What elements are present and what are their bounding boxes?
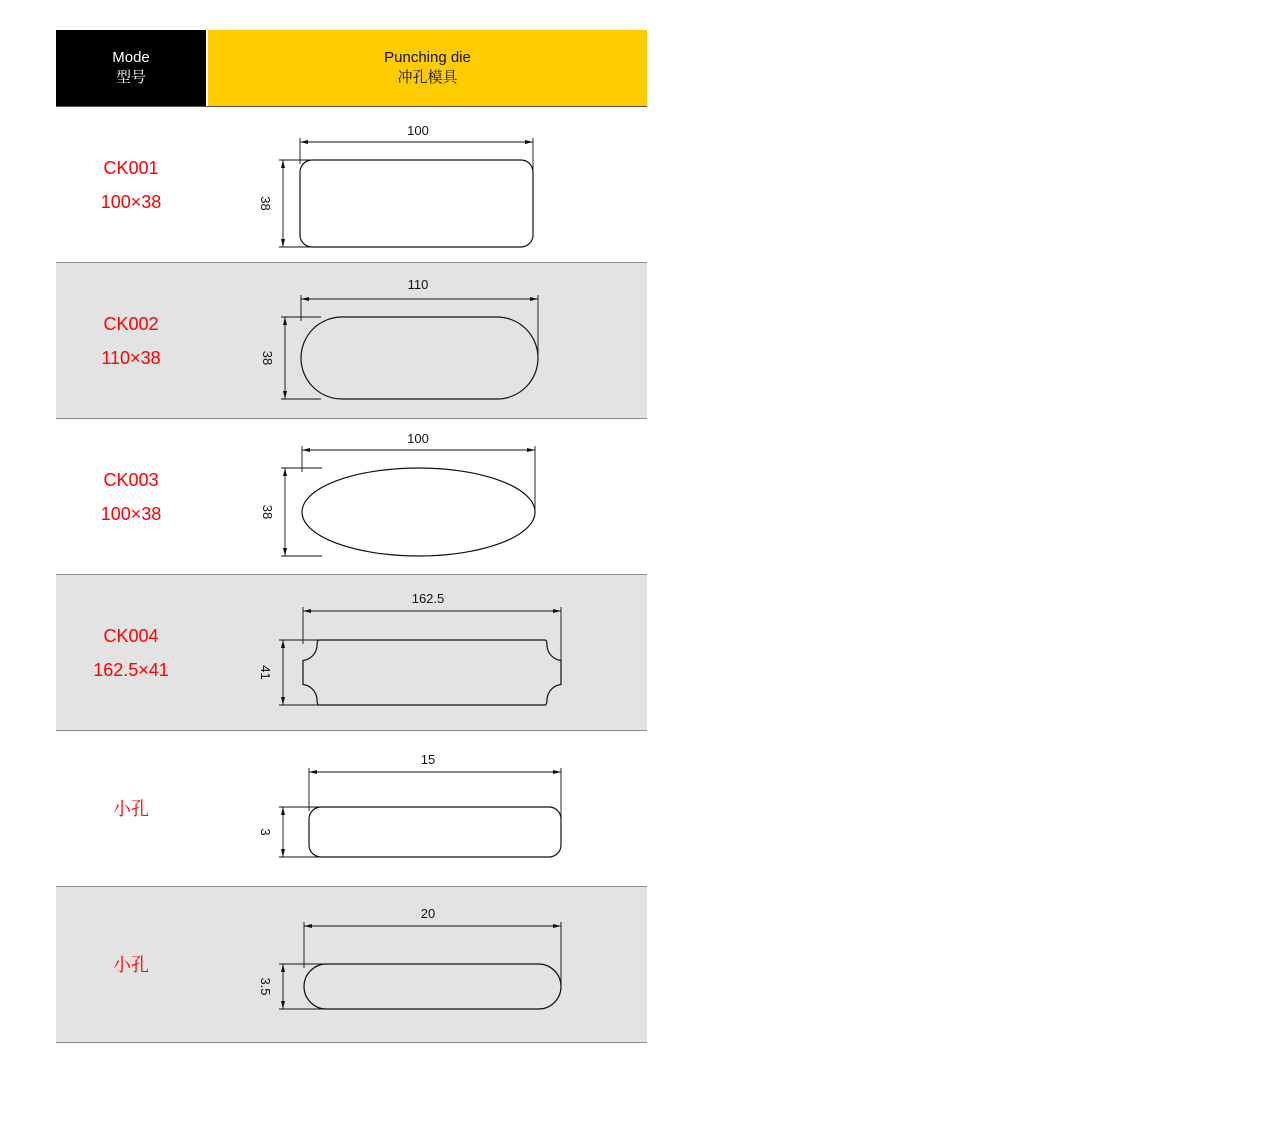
width-dimension xyxy=(303,591,561,673)
height-dimension xyxy=(258,640,323,705)
die-shape-outline xyxy=(300,160,533,247)
die-shape-outline xyxy=(304,964,561,1009)
die-drawing xyxy=(206,731,647,886)
width-dimension xyxy=(300,123,533,204)
model-code: CK004 xyxy=(103,625,159,646)
header-mode-cell xyxy=(56,30,206,106)
height-dimension xyxy=(258,160,320,247)
die-drawing-cell xyxy=(206,575,647,730)
die-shape-outline xyxy=(301,317,538,399)
table-row xyxy=(56,263,647,419)
table-body xyxy=(56,107,647,1043)
model-code: CK003 xyxy=(103,469,159,490)
model-code: CK002 xyxy=(103,313,159,334)
height-dimension xyxy=(260,317,321,399)
header-die-cell xyxy=(208,30,647,106)
die-drawing xyxy=(206,419,647,574)
height-label: 38 xyxy=(260,350,275,366)
height-dimension xyxy=(258,964,324,1009)
model-cell xyxy=(56,887,206,1042)
table-row xyxy=(56,887,647,1043)
height-label: 41 xyxy=(258,665,273,680)
width-dimension xyxy=(309,752,561,832)
die-drawing-cell xyxy=(206,887,647,1042)
width-label: 100 xyxy=(407,431,429,446)
model-cell xyxy=(56,263,206,418)
header-die-cn: 冲孔模具 xyxy=(397,69,458,86)
table-row xyxy=(56,575,647,731)
height-label: 3.5 xyxy=(258,977,273,996)
die-drawing xyxy=(206,887,647,1042)
height-label: 38 xyxy=(260,504,275,520)
die-shape-outline xyxy=(303,640,561,705)
width-dimension xyxy=(304,906,561,987)
width-label: 15 xyxy=(420,752,436,767)
table-row xyxy=(56,107,647,263)
die-drawing-cell xyxy=(206,731,647,886)
model-size: 100×38 xyxy=(100,191,162,212)
width-label: 20 xyxy=(420,906,436,921)
model-cell xyxy=(56,575,206,730)
table-header xyxy=(56,30,647,107)
model-code: 小孔 xyxy=(113,798,149,819)
height-dimension xyxy=(260,468,322,556)
die-drawing-cell xyxy=(206,263,647,418)
die-shape-outline xyxy=(309,807,561,857)
model-code: CK001 xyxy=(103,157,159,178)
die-drawing xyxy=(206,107,647,262)
header-mode-en: Mode xyxy=(112,49,150,66)
width-label: 100 xyxy=(407,123,429,138)
header-mode-cn: 型号 xyxy=(115,69,146,86)
die-shape-outline xyxy=(302,468,535,556)
model-code: 小孔 xyxy=(113,954,149,975)
height-dimension xyxy=(258,807,329,857)
model-cell xyxy=(56,419,206,574)
height-label: 3 xyxy=(258,828,273,836)
die-drawing xyxy=(206,263,647,418)
width-label: 162.5 xyxy=(411,591,445,606)
table-row xyxy=(56,419,647,575)
model-cell xyxy=(56,107,206,262)
model-size: 110×38 xyxy=(101,347,161,368)
die-drawing xyxy=(206,575,647,730)
model-cell xyxy=(56,731,206,886)
height-label: 38 xyxy=(258,196,273,211)
model-size: 162.5×41 xyxy=(93,659,169,680)
table-row xyxy=(56,731,647,887)
width-dimension xyxy=(302,431,535,512)
punching-die-table xyxy=(56,30,647,1043)
width-label: 110 xyxy=(407,277,429,292)
die-drawing-cell xyxy=(206,419,647,574)
model-size: 100×38 xyxy=(100,503,162,524)
die-drawing-cell xyxy=(206,107,647,262)
header-die-en: Punching die xyxy=(384,49,471,66)
